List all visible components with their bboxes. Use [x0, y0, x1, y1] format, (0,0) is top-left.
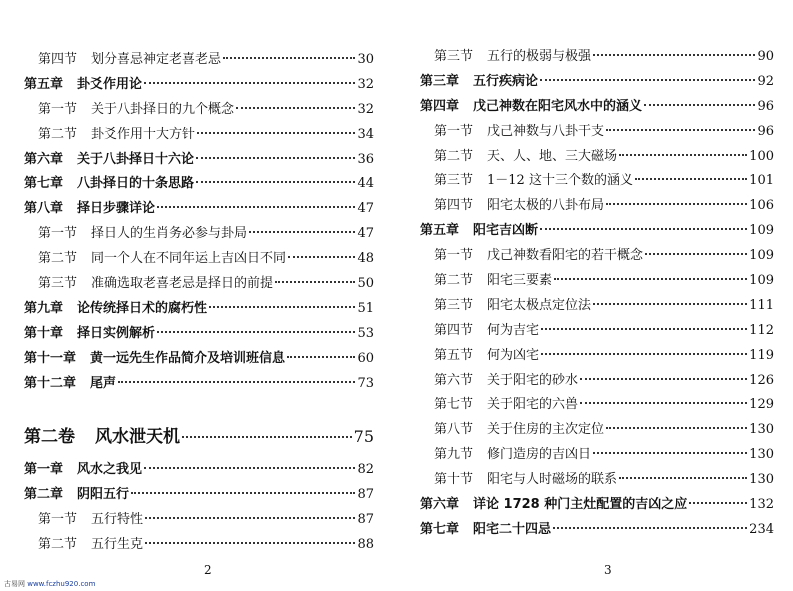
entry-label: 第五章	[24, 76, 64, 92]
toc-section-entry	[420, 45, 774, 70]
dot-leader	[606, 129, 755, 131]
entry-title: 阳宅太极点定位法	[487, 297, 592, 313]
dot-leader	[554, 278, 747, 280]
dot-leader	[288, 256, 355, 258]
dot-leader	[644, 104, 755, 106]
dot-leader	[619, 154, 747, 156]
entry-label: 第四节	[434, 198, 474, 214]
entry-page-number: 119	[749, 347, 774, 363]
entry-label: 第七章	[24, 176, 64, 192]
entry-title: 何为吉宅	[487, 322, 540, 338]
entry-title: 阳宅二十四忌	[473, 521, 552, 537]
dot-leader	[275, 281, 355, 283]
toc-chapter-entry	[420, 493, 774, 518]
dot-leader	[118, 381, 355, 383]
dot-leader	[145, 542, 355, 544]
entry-title: 黄一远先生作品简介及培训班信息	[90, 350, 286, 366]
entry-page-number: 87	[357, 512, 374, 528]
entry-label: 第二节	[38, 537, 78, 553]
toc-section-entry	[420, 369, 774, 394]
entry-title: 卦爻作用论	[77, 76, 143, 92]
entry-page-number: 50	[357, 276, 374, 292]
entry-label: 第七章	[420, 521, 460, 537]
dot-leader	[689, 502, 747, 504]
entry-title: 卦爻作用十大方针	[91, 126, 196, 142]
toc-section-entry	[420, 194, 774, 219]
entry-label: 第六章	[420, 497, 460, 513]
entry-label: 第八节	[434, 422, 474, 438]
entry-label: 第六章	[24, 151, 64, 167]
toc-section-entry	[420, 443, 774, 468]
toc-chapter-entry	[420, 518, 774, 543]
dot-leader	[182, 436, 352, 438]
toc-section-entry	[420, 393, 774, 418]
entry-page-number: 32	[357, 101, 374, 117]
entry-page-number: 47	[357, 201, 374, 217]
toc-chapter-entry	[24, 148, 374, 173]
entry-label: 第四节	[434, 322, 474, 338]
toc-section-entry	[24, 247, 374, 272]
entry-label: 第四章	[420, 98, 460, 114]
dot-leader	[606, 427, 747, 429]
dot-leader	[593, 54, 755, 56]
toc-chapter-entry	[420, 95, 774, 120]
entry-page-number: 32	[357, 76, 374, 92]
entry-label: 第一节	[38, 101, 78, 117]
entry-page-number: 109	[749, 273, 774, 289]
entry-label: 第二章	[24, 487, 64, 503]
dot-leader	[197, 132, 355, 134]
entry-label: 第一节	[38, 226, 78, 242]
toc-section-entry	[420, 319, 774, 344]
entry-page-number: 82	[357, 462, 374, 478]
entry-label: 第五节	[434, 347, 474, 363]
entry-page-number: 130	[749, 422, 774, 438]
toc-chapter-entry	[24, 458, 374, 483]
toc-chapter-entry	[24, 483, 374, 508]
entry-page-number: 130	[749, 447, 774, 463]
entry-page-number: 111	[749, 297, 774, 313]
entry-label: 第二节	[434, 148, 474, 164]
entry-page-number: 96	[757, 123, 774, 139]
entry-title: 关于八卦择日十六论	[77, 151, 195, 167]
dot-leader	[144, 82, 355, 84]
toc-section-entry	[24, 533, 374, 558]
toc-section-entry	[420, 244, 774, 269]
entry-page-number: 112	[749, 322, 774, 338]
entry-page-number: 48	[357, 251, 374, 267]
entry-title: 阳宅与人时磁场的联系	[487, 472, 618, 488]
dot-leader	[145, 517, 355, 519]
entry-label: 第一节	[38, 512, 78, 528]
entry-page-number: 92	[757, 73, 774, 89]
entry-label: 第九章	[24, 300, 64, 316]
entry-page-number: 36	[357, 151, 374, 167]
toc-section-entry	[24, 272, 374, 297]
entry-label: 第九节	[434, 447, 474, 463]
entry-title: 阳宅三要素	[487, 273, 553, 289]
entry-title: 阳宅太极的八卦布局	[487, 198, 605, 214]
entry-page-number: 75	[353, 427, 374, 447]
entry-title: 关于八卦择日的九个概念	[91, 101, 235, 117]
entry-page-number: 88	[357, 537, 374, 553]
entry-title: 五行疾病论	[473, 73, 539, 89]
entry-title: 阳宅吉凶断	[473, 223, 539, 239]
entry-page-number: 130	[749, 472, 774, 488]
entry-page-number: 126	[749, 372, 774, 388]
entry-title: 五行特性	[91, 512, 144, 528]
entry-title: 戊己神数看阳宅的若干概念	[487, 248, 644, 264]
dot-leader	[635, 178, 747, 180]
dot-leader	[645, 253, 747, 255]
dot-leader	[593, 452, 747, 454]
watermark-url: www.fczhu920.com	[27, 580, 96, 588]
dot-leader	[553, 527, 747, 529]
entry-label: 第三节	[434, 49, 474, 64]
entry-title: 关于阳宅的砂水	[487, 372, 579, 388]
entry-page-number: 129	[749, 397, 774, 413]
toc-chapter-entry	[420, 70, 774, 95]
toc-section-entry	[24, 508, 374, 533]
entry-title: 划分喜忌神定老喜老忌	[91, 52, 222, 67]
toc-chapter-entry	[24, 73, 374, 98]
entry-title: 尾声	[90, 375, 117, 391]
toc-chapter-entry	[24, 197, 374, 222]
dot-leader	[541, 353, 747, 355]
entry-title: 关于阳宅的六兽	[487, 397, 579, 413]
dot-leader	[223, 57, 355, 59]
entry-label: 第一节	[434, 248, 474, 264]
entry-page-number: 51	[357, 300, 374, 316]
entry-page-number: 234	[749, 521, 774, 537]
toc-section-entry	[24, 222, 374, 247]
toc-section-entry	[24, 123, 374, 148]
dot-leader	[580, 402, 747, 404]
left-page	[0, 0, 396, 591]
entry-title: 天、人、地、三大磁场	[487, 148, 618, 164]
entry-label: 第十章	[24, 325, 64, 341]
entry-label: 第二节	[38, 126, 78, 142]
dot-leader	[157, 331, 355, 333]
entry-page-number: 34	[357, 126, 374, 142]
toc-section-entry	[420, 269, 774, 294]
entry-page-number: 73	[357, 375, 374, 391]
toc-left	[24, 48, 374, 558]
dot-leader	[249, 231, 355, 233]
entry-label: 第三节	[38, 276, 78, 292]
watermark-prefix: 古易网	[4, 580, 25, 588]
entry-label: 第七节	[434, 397, 474, 413]
entry-label: 第五章	[420, 223, 460, 239]
toc-section-entry	[24, 98, 374, 123]
dot-leader	[196, 181, 355, 183]
entry-title: 戊己神数与八卦干支	[487, 123, 605, 139]
dot-leader	[580, 378, 747, 380]
entry-title: 何为凶宅	[487, 347, 540, 363]
entry-page-number: 47	[357, 226, 374, 242]
entry-title: 准确选取老喜老忌是择日的前提	[91, 276, 274, 292]
entry-title: 五行的极弱与极强	[487, 49, 592, 64]
entry-title: 修门造房的吉凶日	[487, 447, 592, 463]
entry-title: 择日步骤详论	[77, 201, 156, 217]
entry-page-number: 87	[357, 487, 374, 503]
entry-title: 五行生克	[91, 537, 144, 553]
toc-chapter-entry	[24, 322, 374, 347]
toc-chapter-entry	[420, 219, 774, 244]
entry-label: 第二节	[38, 251, 78, 267]
entry-label: 第六节	[434, 372, 474, 388]
entry-page-number: 132	[749, 497, 774, 513]
dot-leader	[540, 228, 747, 230]
toc-chapter-entry	[24, 372, 374, 397]
entry-page-number: 109	[749, 248, 774, 264]
entry-page-number: 96	[757, 98, 774, 114]
toc-chapter-entry	[24, 297, 374, 322]
entry-title: 八卦择日的十条思路	[77, 176, 195, 192]
entry-page-number: 106	[749, 198, 774, 214]
entry-label: 第三节	[434, 297, 474, 313]
entry-title: 关于住房的主次定位	[487, 422, 605, 438]
dot-leader	[619, 477, 747, 479]
entry-label: 第一节	[434, 123, 474, 139]
entry-page-number: 101	[749, 173, 774, 189]
toc-section-entry	[420, 120, 774, 145]
dot-leader	[236, 107, 355, 109]
dot-leader	[287, 356, 355, 358]
dot-leader	[131, 492, 355, 494]
entry-label: 第十节	[434, 472, 474, 488]
toc-chapter-entry	[24, 172, 374, 197]
entry-label: 第四节	[38, 52, 78, 67]
entry-title: 择日实例解析	[77, 325, 156, 341]
entry-page-number: 109	[749, 223, 774, 239]
entry-label: 第三章	[420, 73, 460, 89]
entry-label: 第二卷	[24, 427, 75, 448]
right-page	[396, 0, 793, 591]
dot-leader	[540, 79, 755, 81]
page-number-left: 2	[204, 563, 212, 577]
toc-right	[420, 45, 774, 543]
entry-title: 1－12 这十三个数的涵义	[487, 173, 633, 189]
toc-section-entry	[420, 145, 774, 170]
entry-page-number: 44	[357, 176, 374, 192]
toc-chapter-entry	[24, 347, 374, 372]
page-number-right: 3	[604, 563, 612, 577]
entry-title: 同一个人在不同年运上吉凶日不同	[91, 251, 287, 267]
entry-page-number: 90	[757, 49, 774, 64]
watermark	[4, 579, 95, 589]
entry-label: 第二节	[434, 273, 474, 289]
toc-section-entry	[420, 294, 774, 319]
entry-title: 论传统择日术的腐朽性	[77, 300, 208, 316]
entry-page-number: 60	[357, 350, 374, 366]
dot-leader	[606, 203, 747, 205]
entry-page-number: 30	[357, 52, 374, 67]
entry-title: 阴阳五行	[77, 487, 130, 503]
toc-section-entry	[420, 344, 774, 369]
entry-page-number: 100	[749, 148, 774, 164]
dot-leader	[196, 157, 355, 159]
dot-leader	[144, 467, 355, 469]
entry-title: 详论 1728 种门主灶配置的吉凶之应	[473, 497, 688, 513]
entry-label: 第一章	[24, 462, 64, 478]
entry-title: 风水泄天机	[95, 427, 180, 448]
dot-leader	[209, 306, 355, 308]
toc-section-entry	[24, 48, 374, 73]
dot-leader	[157, 206, 355, 208]
toc-section-entry	[420, 169, 774, 194]
entry-label: 第十一章	[24, 350, 77, 366]
entry-label: 第三节	[434, 173, 474, 189]
entry-label: 第八章	[24, 201, 64, 217]
toc-volume-entry	[24, 416, 374, 458]
entry-page-number: 53	[357, 325, 374, 341]
entry-title: 风水之我见	[77, 462, 143, 478]
entry-label: 第十二章	[24, 375, 77, 391]
toc-section-entry	[420, 468, 774, 493]
entry-title: 戊己神数在阳宅风水中的涵义	[473, 98, 643, 114]
entry-title: 择日人的生肖务必参与卦局	[91, 226, 248, 242]
toc-section-entry	[420, 418, 774, 443]
dot-leader	[593, 303, 747, 305]
dot-leader	[541, 328, 747, 330]
